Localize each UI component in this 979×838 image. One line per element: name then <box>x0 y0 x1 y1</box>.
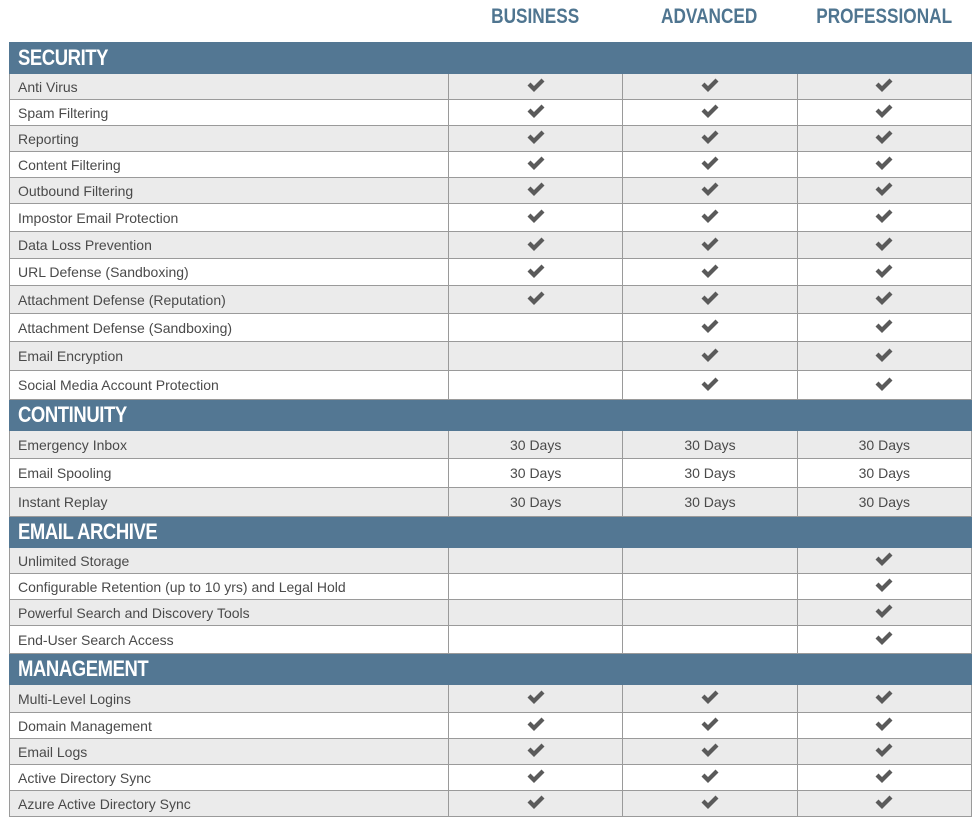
retention-value: 30 Days <box>684 436 736 453</box>
check-icon <box>526 129 546 148</box>
check-icon <box>700 236 720 255</box>
check-icon <box>874 77 894 96</box>
plan-advanced-cell <box>623 488 797 517</box>
section-header <box>10 654 972 685</box>
feature-name: Emergency Inbox <box>10 431 449 459</box>
plan-professional-cell <box>797 685 971 713</box>
plan-business-cell <box>449 204 623 232</box>
check-icon <box>700 689 720 708</box>
section-title-cell <box>10 654 972 685</box>
feature-row <box>10 152 972 178</box>
check-icon <box>526 768 546 787</box>
feature-row <box>10 431 972 459</box>
plan-advanced-cell <box>623 685 797 713</box>
plan-professional-cell <box>797 286 971 314</box>
feature-row <box>10 74 972 100</box>
plan-business-cell <box>449 548 623 574</box>
plan-business-cell <box>449 286 623 314</box>
plan-advanced-cell <box>623 713 797 739</box>
plan-professional-cell <box>797 126 971 152</box>
check-icon <box>874 347 894 366</box>
retention-value: 30 Days <box>509 436 562 453</box>
feature-name: Reporting <box>10 126 449 152</box>
plan-advanced-cell <box>623 314 797 342</box>
plan-advanced-cell <box>623 574 797 600</box>
plan-professional-cell <box>797 342 971 371</box>
plan-professional-cell <box>797 765 971 791</box>
feature-name: Content Filtering <box>10 152 449 178</box>
plan-professional-cell <box>797 626 971 654</box>
section-title-cell <box>10 400 972 431</box>
plan-professional-cell <box>797 488 971 517</box>
feature-row <box>10 548 972 574</box>
plan-professional-cell <box>797 600 971 626</box>
check-icon <box>526 290 546 309</box>
plan-advanced-cell <box>623 126 797 152</box>
plan-advanced-cell <box>623 548 797 574</box>
feature-name: Email Logs <box>10 739 449 765</box>
feature-name: Azure Active Directory Sync <box>10 791 449 817</box>
check-icon <box>874 716 894 735</box>
feature-name: Active Directory Sync <box>10 765 449 791</box>
plan-business-cell <box>449 600 623 626</box>
check-icon <box>700 794 720 813</box>
check-icon <box>874 742 894 761</box>
check-icon <box>700 318 720 337</box>
check-icon <box>700 768 720 787</box>
retention-value: 30 Days <box>509 494 562 510</box>
check-icon <box>874 689 894 708</box>
feature-comparison-table <box>9 42 972 817</box>
feature-name: Instant Replay <box>10 488 449 517</box>
feature-name: Email Spooling <box>10 459 449 488</box>
feature-table-body <box>10 43 972 817</box>
plan-professional-cell <box>797 739 971 765</box>
plan-business-cell <box>449 232 623 259</box>
plan-business-cell <box>449 791 623 817</box>
check-icon <box>874 551 894 570</box>
plan-advanced-cell <box>623 459 797 488</box>
check-icon <box>874 376 894 395</box>
plan-advanced-header: ADVANCED <box>661 5 758 28</box>
retention-value: 30 Days <box>684 494 736 510</box>
check-icon <box>700 77 720 96</box>
plan-business-cell <box>449 685 623 713</box>
check-icon <box>700 155 720 174</box>
check-icon <box>700 103 720 122</box>
plan-professional-cell <box>797 791 971 817</box>
check-icon <box>874 577 894 596</box>
check-icon <box>700 742 720 761</box>
plan-advanced-cell <box>623 100 797 126</box>
check-icon <box>874 129 894 148</box>
feature-name: Spam Filtering <box>10 100 449 126</box>
feature-row <box>10 626 972 654</box>
check-icon <box>526 155 546 174</box>
check-icon <box>700 129 720 148</box>
feature-row <box>10 232 972 259</box>
plan-professional-cell <box>797 152 971 178</box>
retention-value: 30 Days <box>858 494 910 510</box>
plan-advanced-cell <box>623 152 797 178</box>
plan-business-cell <box>449 626 623 654</box>
plan-professional-cell <box>797 232 971 259</box>
check-icon <box>526 236 546 255</box>
section-title: CONTINUITY <box>18 402 127 427</box>
feature-row <box>10 314 972 342</box>
check-icon <box>700 263 720 282</box>
check-icon <box>700 716 720 735</box>
feature-row <box>10 739 972 765</box>
plan-business-cell <box>449 713 623 739</box>
feature-name: Social Media Account Protection <box>10 371 449 400</box>
check-icon <box>874 630 894 649</box>
section-header <box>10 400 972 431</box>
plan-professional-cell <box>797 74 971 100</box>
feature-row <box>10 371 972 400</box>
feature-name: Impostor Email Protection <box>10 204 449 232</box>
section-title-cell <box>10 517 972 548</box>
plan-professional-cell <box>797 574 971 600</box>
plan-advanced-cell <box>623 178 797 204</box>
feature-row <box>10 286 972 314</box>
check-icon <box>700 347 720 366</box>
section-title: MANAGEMENT <box>18 656 149 681</box>
section-header <box>10 517 972 548</box>
plan-business-cell <box>449 371 623 400</box>
plan-business-cell <box>449 459 623 488</box>
feature-name: Unlimited Storage <box>10 548 449 574</box>
check-icon <box>874 768 894 787</box>
plan-professional-cell <box>797 259 971 286</box>
check-icon <box>526 689 546 708</box>
plan-advanced-cell <box>623 371 797 400</box>
feature-name: End-User Search Access <box>10 626 449 654</box>
feature-name: Powerful Search and Discovery Tools <box>10 600 449 626</box>
retention-value: 30 Days <box>684 465 736 481</box>
plan-advanced-cell <box>623 74 797 100</box>
check-icon <box>526 181 546 200</box>
check-icon <box>526 103 546 122</box>
feature-row <box>10 685 972 713</box>
check-icon <box>874 103 894 122</box>
check-icon <box>526 794 546 813</box>
plan-professional-cell <box>797 100 971 126</box>
feature-name: URL Defense (Sandboxing) <box>10 259 449 286</box>
plan-advanced-cell <box>623 600 797 626</box>
plan-advanced-cell <box>623 342 797 371</box>
plan-advanced-cell <box>623 791 797 817</box>
plan-professional-cell <box>797 314 971 342</box>
check-icon <box>700 376 720 395</box>
plan-professional-header: PROFESSIONAL <box>815 5 952 28</box>
check-icon <box>874 208 894 227</box>
feature-row <box>10 765 972 791</box>
feature-row <box>10 100 972 126</box>
section-title: SECURITY <box>18 45 109 70</box>
check-icon <box>700 181 720 200</box>
feature-row <box>10 574 972 600</box>
feature-row <box>10 713 972 739</box>
check-icon <box>700 208 720 227</box>
plan-business-cell <box>449 74 623 100</box>
feature-row <box>10 342 972 371</box>
plan-business-cell <box>449 765 623 791</box>
plan-advanced-cell <box>623 232 797 259</box>
plan-business-cell <box>449 126 623 152</box>
plan-advanced-cell <box>623 431 797 459</box>
check-icon <box>700 290 720 309</box>
retention-value: 30 Days <box>509 465 562 481</box>
plan-business-cell <box>449 574 623 600</box>
check-icon <box>526 716 546 735</box>
plan-advanced-cell <box>623 626 797 654</box>
plan-advanced-cell <box>623 286 797 314</box>
feature-row <box>10 178 972 204</box>
plan-professional-cell <box>797 548 971 574</box>
check-icon <box>526 77 546 96</box>
plan-professional-cell <box>797 713 971 739</box>
check-icon <box>526 208 546 227</box>
feature-row <box>10 259 972 286</box>
plan-professional-cell <box>797 371 971 400</box>
section-title: EMAIL ARCHIVE <box>18 519 158 544</box>
check-icon <box>874 155 894 174</box>
plan-business-cell <box>449 314 623 342</box>
check-icon <box>874 290 894 309</box>
plan-business-cell <box>449 100 623 126</box>
feature-name: Attachment Defense (Reputation) <box>10 286 449 314</box>
plan-professional-cell <box>797 178 971 204</box>
plan-advanced-cell <box>623 739 797 765</box>
plan-professional-cell <box>797 431 971 459</box>
feature-row <box>10 488 972 517</box>
check-icon <box>526 263 546 282</box>
check-icon <box>874 794 894 813</box>
plan-business-cell <box>449 431 623 459</box>
plan-advanced-cell <box>623 204 797 232</box>
check-icon <box>874 181 894 200</box>
feature-name: Outbound Filtering <box>10 178 449 204</box>
feature-name: Email Encryption <box>10 342 449 371</box>
plan-business-cell <box>449 488 623 517</box>
feature-name: Domain Management <box>10 713 449 739</box>
plan-professional-cell <box>797 459 971 488</box>
feature-row <box>10 126 972 152</box>
feature-name: Multi-Level Logins <box>10 685 449 713</box>
feature-name: Attachment Defense (Sandboxing) <box>10 314 449 342</box>
feature-name: Data Loss Prevention <box>10 232 449 259</box>
check-icon <box>874 263 894 282</box>
feature-row <box>10 204 972 232</box>
plan-business-cell <box>449 259 623 286</box>
feature-row <box>10 791 972 817</box>
plan-business-cell <box>449 178 623 204</box>
check-icon <box>874 318 894 337</box>
retention-value: 30 Days <box>858 436 910 453</box>
plan-business-cell <box>449 739 623 765</box>
section-title-cell <box>10 43 972 74</box>
plan-advanced-cell <box>623 259 797 286</box>
plan-business-header: BUSINESS <box>491 5 580 28</box>
check-icon <box>874 236 894 255</box>
feature-row <box>10 600 972 626</box>
plan-professional-cell <box>797 204 971 232</box>
feature-name: Anti Virus <box>10 74 449 100</box>
section-header <box>10 43 972 74</box>
plan-advanced-cell <box>623 765 797 791</box>
retention-value: 30 Days <box>858 465 910 481</box>
feature-row <box>10 459 972 488</box>
feature-name: Configurable Retention (up to 10 yrs) and Legal Hold <box>10 574 449 600</box>
plan-header-row <box>448 0 971 42</box>
plan-business-cell <box>449 342 623 371</box>
check-icon <box>526 742 546 761</box>
plan-business-cell <box>449 152 623 178</box>
check-icon <box>874 603 894 622</box>
